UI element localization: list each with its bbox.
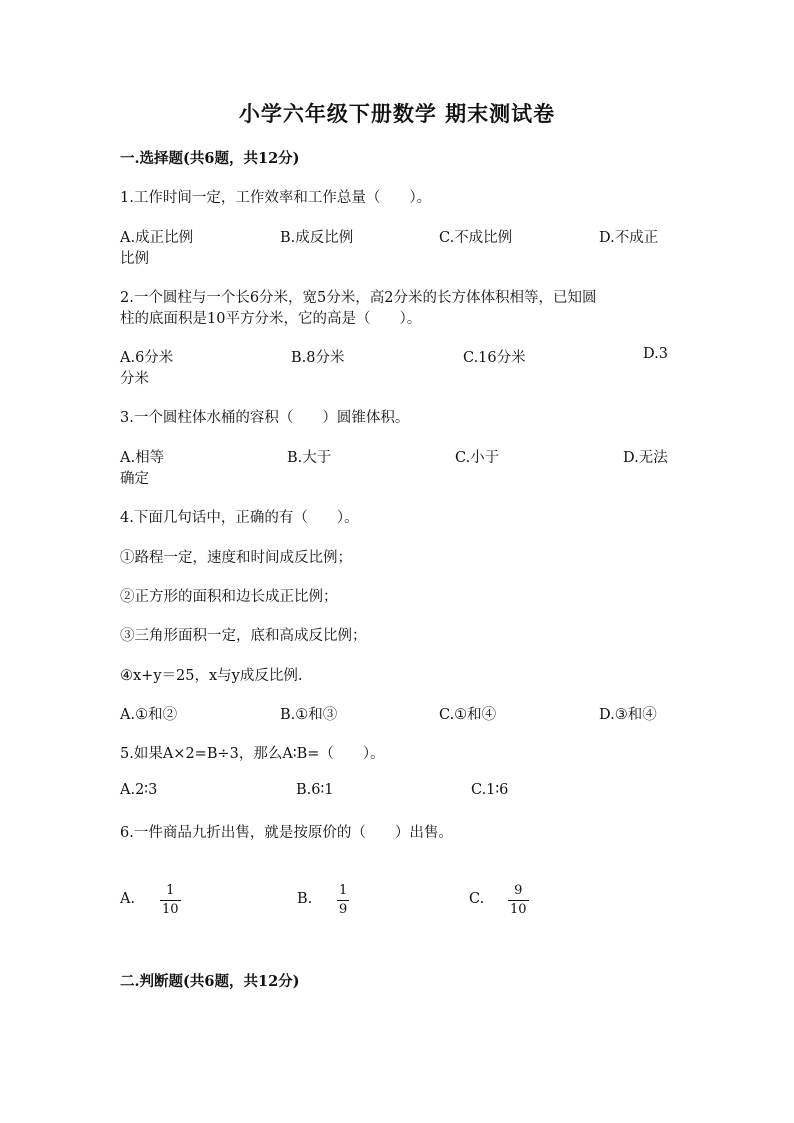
q4-statement-1: ①路程一定，速度和时间成反比例； xyxy=(120,550,352,566)
section-heading-judgment: 二.判断题(共6题，共12分) xyxy=(120,973,300,990)
q2-option-c: C.16分米 xyxy=(463,350,526,366)
q6-option-b-denominator: 9 xyxy=(339,902,348,917)
q6-option-a-fraction xyxy=(160,884,181,917)
q6-option-c-denominator: 10 xyxy=(510,902,527,917)
question-2-line-1: 2.一个圆柱与一个长6分米，宽5分米，高2分米的长方体体积相等，已知圆 xyxy=(120,290,597,306)
q6-option-b-fraction xyxy=(337,884,349,917)
q6-option-c-fraction xyxy=(508,884,529,917)
q4-option-b: B.①和③ xyxy=(280,707,338,723)
page-title: 小学六年级下册数学 期末测试卷 xyxy=(238,101,556,126)
question-3: 3.一个圆柱体水桶的容积（ ）圆锥体积。 xyxy=(120,410,410,426)
fraction-bar xyxy=(508,900,529,901)
q1-option-d-wrap: 比例 xyxy=(120,251,149,267)
q6-option-b-numerator: 1 xyxy=(339,883,348,898)
fraction-bar xyxy=(160,900,181,901)
q1-option-b: B.成反比例 xyxy=(280,230,354,246)
q2-option-d-wrap: 分米 xyxy=(120,371,149,387)
q1-option-d: D.不成正 xyxy=(599,230,659,246)
q2-option-d: D.3 xyxy=(643,346,668,362)
q4-statement-4: ④x+y＝25，x与y成反比例. xyxy=(120,668,303,684)
q5-option-c: C.1∶6 xyxy=(471,782,509,798)
q4-option-a: A.①和② xyxy=(120,707,178,723)
q4-statement-3: ③三角形面积一定，底和高成反比例； xyxy=(120,628,367,644)
q2-option-b: B.8分米 xyxy=(291,350,345,366)
q6-option-a-numerator: 1 xyxy=(166,883,175,898)
q6-option-b-label: B. xyxy=(297,891,313,907)
q3-option-a: A.相等 xyxy=(120,450,165,466)
q6-option-c-numerator: 9 xyxy=(514,883,523,898)
q5-option-b: B.6∶1 xyxy=(296,782,334,798)
question-2-line-2: 柱的底面积是10平方分米，它的高是（ ）。 xyxy=(120,311,422,327)
q1-option-c: C.不成比例 xyxy=(439,230,513,246)
question-1: 1.工作时间一定，工作效率和工作总量（ ）。 xyxy=(120,190,432,206)
question-4: 4.下面几句话中，正确的有（ ）。 xyxy=(120,510,359,526)
q1-option-a: A.成正比例 xyxy=(120,230,194,246)
q6-option-a-label: A. xyxy=(120,891,136,907)
section-heading-choice: 一.选择题(共6题，共12分) xyxy=(120,150,300,167)
q6-option-c-label: C. xyxy=(469,891,485,907)
q3-option-d-wrap: 确定 xyxy=(120,471,149,487)
q3-option-c: C.小于 xyxy=(455,450,500,466)
q4-option-d: D.③和④ xyxy=(599,707,657,723)
question-5: 5.如果A×2=B÷3，那么A∶B=（ ）。 xyxy=(120,746,385,762)
q3-option-b: B.大于 xyxy=(287,450,332,466)
q6-option-a-denominator: 10 xyxy=(162,902,179,917)
q4-option-c: C.①和④ xyxy=(439,707,497,723)
fraction-bar xyxy=(337,900,349,901)
q2-option-a: A.6分米 xyxy=(120,350,174,366)
q5-option-a: A.2∶3 xyxy=(120,782,158,798)
question-6: 6.一件商品九折出售，就是按原价的（ ）出售。 xyxy=(120,825,453,841)
q4-statement-2: ②正方形的面积和边长成正比例； xyxy=(120,589,338,605)
q3-option-d: D.无法 xyxy=(623,450,668,466)
